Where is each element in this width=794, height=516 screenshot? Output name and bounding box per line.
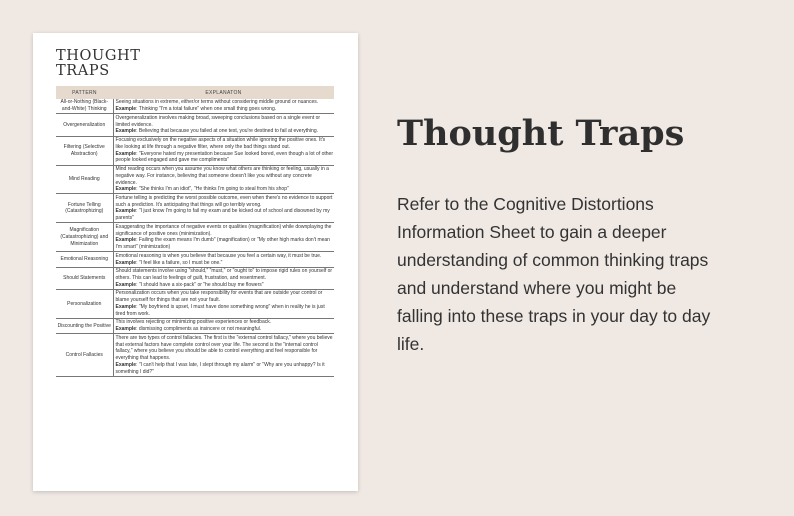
example-text: "I should have a six-pack" or "he should buy me flowers" [138, 281, 264, 288]
explanation-text: Should statements involve using "should," "must," or "ought to" to impose rigid rules on yourself or others. This can lead to feelings of guilt, frustration, and resentment. [115, 268, 333, 281]
example-text: dismissing compliments as insincere or not meaningful. [138, 326, 262, 333]
table-row [56, 136, 334, 165]
pattern-name: Control Fallacies [56, 334, 113, 377]
explanation-text: Exaggerating the importance of negative events or qualities (magnification) while downplaying the significance of positive ones (minimization). [115, 223, 332, 237]
pattern-name: All-or-Nothing (Black-and-White) Thinking [56, 99, 113, 114]
example-label: Example [115, 106, 137, 113]
worksheet-title: THOUGHT TRAPS [56, 48, 141, 79]
pattern-name: Magnification (Catastrophizing) and Minimization [56, 223, 113, 252]
table-row [56, 223, 334, 252]
explanation-text: Fortune telling is predicting the worst possible outcome, even when there's no evidence to support such a prediction. It's anticipating that things will go terribly wrong. [115, 194, 333, 208]
thought-traps-table [56, 86, 334, 377]
example-label: Example [115, 237, 137, 244]
pattern-name: Personalization [56, 289, 113, 318]
pattern-name: Fortune Telling (Catastrophizing) [56, 194, 113, 223]
table-row [56, 99, 334, 114]
example-text: "My boyfriend is upset, I must have done something wrong" when in reality he is just tired from work. [115, 303, 325, 317]
explanation-text: There are two types of control fallacies. The first is the "external control fallacy," where you believe that external factors have complete control over your life. The second is the "internal control fallacy," where you believe you should be able to control everything and feel responsible for everything that happens. [115, 334, 333, 362]
description-text: Refer to the Cognitive Distortions Information Sheet to gain a deeper understanding of common thinking traps and understand where you might be falling into these traps in your day to day life. [397, 194, 711, 354]
pattern-explanation: Overgeneralization involves making broad, sweeping conclusions based on a single event or limited evidence. Example: Believing that because you failed at one test, you're destined to fail at everything. [113, 114, 334, 136]
table-row [56, 318, 334, 333]
table-header-row [56, 86, 334, 99]
pattern-explanation: This involves rejecting or minimizing positive experiences or feedback. Example: dismissing compliments as insincere or not meaningful. [113, 318, 334, 333]
example-label: Example [115, 326, 137, 333]
pattern-name: Filtering (Selective Abstraction) [56, 136, 113, 165]
explanation-text: Focusing exclusively on the negative aspects of a situation while ignoring the positive ones. It's like looking at life through a negative filter, where only the bad things stand out. [115, 136, 326, 150]
table-row [56, 165, 334, 194]
column-header-explanation: EXPLANATON [113, 86, 334, 99]
explanation-text: Overgeneralization involves making broad, sweeping conclusions based on a single event or limited evidence. [115, 114, 321, 128]
table-row [56, 334, 334, 377]
example-text: "Everyone hated my presentation because Sue looked bored, even though a lot of other people looked engaged and gave me compliments" [115, 150, 333, 164]
table-row [56, 289, 334, 318]
pattern-name: Mind Reading [56, 165, 113, 194]
example-text: Failing the exam means I'm dumb" (magnification) or "My other high marks don't mean I'm smart" (minimization) [115, 237, 330, 251]
pattern-explanation: Should statements involve using "should," "must," or "ought to" to impose rigid rules on yourself or others. This can lead to feelings of guilt, frustration, and resentment. Example: "I should have a six-pack" or "he should buy me flowers" [113, 267, 334, 289]
example-text: "I can't help that I was late, I slept through my alarm" or "Why are you unhappy? Is it something I did?" [115, 361, 325, 375]
example-text: "I feel like a failure, so I must be one." [138, 259, 223, 266]
example-label: Example [115, 281, 137, 288]
pattern-explanation: There are two types of control fallacies. The first is the "external control fallacy," where you believe that external factors have complete control over your life. The second is the "internal control fallacy," where you believe you should be able to control everything and feel responsible for everything that happens. Example: "I can't help that I was late, I slept through my alarm" or "Why are you unhappy? Is it something I did?" [113, 334, 334, 377]
pattern-explanation: Seeing situations in extreme, either/or terms without considering middle ground or nuances. Example: Thinking "I'm a total failure" when one small thing goes wrong. [113, 99, 334, 114]
pattern-name: Overgeneralization [56, 114, 113, 136]
worksheet-page [33, 33, 358, 491]
pattern-explanation: Personalization occurs when you take responsibility for events that are outside your control or blame yourself for things that are not your fault. Example: "My boyfriend is upset, I must have done something wrong" when in reality he is just tired from work. [113, 289, 334, 318]
explanation-text: Mind reading occurs when you assume you know what others are thinking or feeling, usually in a negative way. For instance, believing that someone doesn't like you without any concrete evidence. [115, 165, 329, 186]
table-row [56, 114, 334, 136]
pattern-name: Should Statements [56, 267, 113, 289]
example-label: Example [115, 128, 137, 135]
pattern-explanation: Mind reading occurs when you assume you know what others are thinking or feeling, usually in a negative way. For instance, believing that someone doesn't like you without any concrete evidence. Example: "She thinks I'm an idiot", "He thinks I'm going to steal from his shop" [113, 165, 334, 194]
example-label: Example [115, 259, 137, 266]
pattern-name: Discounting the Positive [56, 318, 113, 333]
example-label: Example [115, 303, 137, 310]
pattern-explanation: Exaggerating the importance of negative events or qualities (magnification) while downplaying the significance of positive ones (minimization). Example: Failing the exam means I'm dumb" (magnification) or "My other high marks don't mean I'm smart" (minimization) [113, 223, 334, 252]
example-text: Thinking "I'm a total failure" when one small thing goes wrong. [138, 106, 277, 113]
explanation-text: Seeing situations in extreme, either/or terms without considering middle ground or nuances. [115, 99, 319, 106]
pattern-name: Emotional Reasoning [56, 252, 113, 267]
pattern-explanation: Fortune telling is predicting the worst possible outcome, even when there's no evidence to support such a prediction. It's anticipating that things will go terribly wrong. Example: "I just know I'm going to fail my exam and be kicked out of school and disowned by my parents" [113, 194, 334, 223]
table-row [56, 194, 334, 223]
example-label: Example [115, 208, 137, 215]
table-row [56, 252, 334, 267]
example-label: Example [115, 186, 137, 193]
explanation-text: Personalization occurs when you take responsibility for events that are outside your control or blame yourself for things that are not your fault. [115, 290, 323, 304]
example-text: "She thinks I'm an idiot", "He thinks I'm going to steal from his shop" [138, 186, 289, 193]
page-heading: Thought Traps [397, 113, 685, 154]
example-text: Believing that because you failed at one test, you're destined to fail at everything. [138, 128, 318, 135]
pattern-explanation: Emotional reasoning is when you believe that because you feel a certain way, it must be true. Example: "I feel like a failure, so I must be one." [113, 252, 334, 267]
column-header-pattern: PATTERN [56, 86, 113, 99]
explanation-text: Emotional reasoning is when you believe that because you feel a certain way, it must be true. [115, 252, 322, 259]
pattern-explanation: Focusing exclusively on the negative aspects of a situation while ignoring the positive ones. It's like looking at life through a negative filter, where only the bad things stand out. Example: "Everyone hated my presentation because Sue looked bored, even though a lot of other people looked engaged and gave me compliments" [113, 136, 334, 165]
example-text: "I just know I'm going to fail my exam and be kicked out of school and disowned by my parents" [115, 208, 330, 222]
example-label: Example [115, 150, 137, 157]
table-row [56, 267, 334, 289]
example-label: Example [115, 361, 137, 368]
explanation-text: This involves rejecting or minimizing positive experiences or feedback. [115, 319, 272, 326]
